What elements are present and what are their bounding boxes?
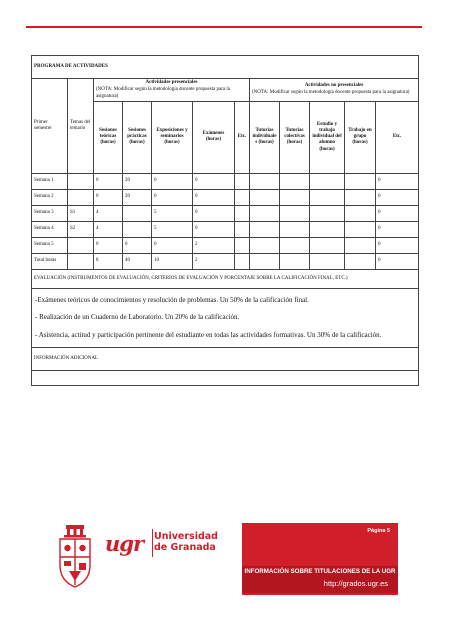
col-header: Sesiones prácticas (horas) [123,101,152,173]
cell-est [310,253,345,269]
cell-teo: 0 [94,173,123,189]
logo-separator [152,529,153,557]
cell-exa: 0 [193,205,235,221]
cell-tg [345,189,376,205]
no-presenciales-title: Actividades no presenciales [304,83,364,89]
col-header: Exámenes (horas) [193,101,235,173]
row-label: Semana 2 [32,189,68,205]
cell-est [310,173,345,189]
col-header: Tutorías colectivas (horas) [280,101,310,173]
cell-etc2: 0 [376,237,419,253]
cell-teo: 4 [94,205,123,221]
col-header: Etc. [235,101,250,173]
evaluation-item: - Asistencia, actitud y participación pertinente del estudiante en todas las actividades formativas. Un 30% de la calificación. [35,330,382,339]
cell-exp: 5 [152,221,193,237]
table-row [32,205,419,221]
banner-title: INFORMACIÓN SOBRE TITULACIONES DE LA UGR [244,568,396,575]
cell-pra: 0 [123,237,152,253]
cell-exa: 0 [193,189,235,205]
cell-teo: 4 [94,221,123,237]
evaluation-body [32,288,419,347]
cell-exa: 0 [193,173,235,189]
presenciales-note: (NOTA: Modificar según la metodología docente propuesta para la asignatura) [96,87,230,99]
university-name [126,529,246,559]
cell-tg [345,221,376,237]
cell-tc [280,173,310,189]
presenciales-title: Actividades presenciales [145,80,198,85]
cell-ti [250,237,280,253]
cell-tema: S2 [68,221,94,237]
cell-etc1 [235,173,250,189]
cell-est [310,221,345,237]
col-header: Tutorías individuales (horas) [250,101,280,173]
col-header: Sesiones teóricas (horas) [94,101,123,173]
no-presenciales-header [250,79,419,102]
footer [52,521,398,597]
cell-etc1 [235,189,250,205]
cell-tema [68,253,94,269]
cell-tg [345,237,376,253]
col-header: Etc. [376,101,419,173]
cell-ti [250,253,280,269]
cell-tg [345,205,376,221]
row-label: Semana 1 [32,173,68,189]
table-row [32,173,419,189]
cell-tc [280,205,310,221]
table-title: PROGRAMA DE ACTIVIDADES [32,56,419,79]
cell-etc1 [235,205,250,221]
cell-est [310,237,345,253]
evaluation-item: -Exámenes teóricos de conocimientos y resolución de problemas. Un 50% de la calificación final. [35,295,309,304]
cell-etc2: 0 [376,221,419,237]
cell-exp: 0 [152,173,193,189]
additional-info-body [32,371,419,386]
ugr-wordmark: ugr [105,531,144,556]
cell-pra: 40 [123,253,152,269]
evaluation-title: EVALUACIÓN (INSTRUMENTOS DE EVALUACIÓN, CRITERIOS DE EVALUACIÓN Y PORCENTAJE SOBRE LA CALIFICACIÓN FINAL, ETC.) [32,269,419,288]
info-banner [242,523,398,595]
cell-tc [280,237,310,253]
cell-etc2: 0 [376,173,419,189]
cell-exa: 0 [193,221,235,237]
ugr-coat-of-arms-icon [52,521,98,591]
cell-tc [280,253,310,269]
cell-est [310,205,345,221]
cell-tema [68,189,94,205]
university-line-2: de Granada [154,542,216,553]
cell-ti [250,189,280,205]
cell-pra: 20 [123,173,152,189]
cell-pra [123,205,152,221]
cell-etc2: 0 [376,189,419,205]
col-header: Estudio y trabajo individual del alumno (horas) [310,101,345,173]
cell-ti [250,205,280,221]
col-header: Exposiciones y seminarios (horas) [152,101,193,173]
table-row [32,237,419,253]
cell-exp: 10 [152,253,193,269]
cell-pra: 20 [123,189,152,205]
temas-cell: Temas del temario [68,79,94,174]
top-red-rule [26,26,422,28]
cell-est [310,189,345,205]
table-row-total [32,253,419,269]
presenciales-header [94,79,250,102]
cell-tema: S1 [68,205,94,221]
table-row [32,189,419,205]
row-label: Semana 5 [32,237,68,253]
cell-etc1 [235,237,250,253]
cell-ti [250,173,280,189]
row-label: Total horas [32,253,68,269]
row-label: Semana 3 [32,205,68,221]
cell-exp: 0 [152,189,193,205]
cell-teo: 0 [94,237,123,253]
cell-exp: 0 [152,237,193,253]
cell-etc2: 0 [376,253,419,269]
cell-exp: 5 [152,205,193,221]
cell-tc [280,221,310,237]
cell-exa: 2 [193,253,235,269]
no-presenciales-note: (NOTA: Modificar según la metodología docente propuesta para la asignatura) [252,90,410,96]
col-header: Trabajo en grupo (horas) [345,101,376,173]
cell-exa: 2 [193,237,235,253]
cell-pra [123,221,152,237]
page-number: Página 5 [367,528,390,534]
university-line-1: Universidad [154,531,218,542]
banner-url-link[interactable]: http://grados.ugr.es [323,579,388,588]
evaluation-item: - Realización de un Cuaderno de Laboratorio. Un 20% de la calificación. [35,313,240,322]
cell-tema [68,237,94,253]
cell-tc [280,189,310,205]
cell-teo: 8 [94,253,123,269]
cell-tg [345,173,376,189]
additional-info-title: INFORMACIÓN ADICIONAL [32,348,419,371]
cell-etc2: 0 [376,205,419,221]
cell-tg [345,253,376,269]
cell-teo: 0 [94,189,123,205]
primer-semestre-cell: Primer semestre [32,79,68,174]
cell-etc1 [235,221,250,237]
row-label: Semana 4 [32,221,68,237]
table-row [32,221,419,237]
cell-tema [68,173,94,189]
activities-table [31,55,419,386]
cell-ti [250,221,280,237]
cell-etc1 [235,253,250,269]
